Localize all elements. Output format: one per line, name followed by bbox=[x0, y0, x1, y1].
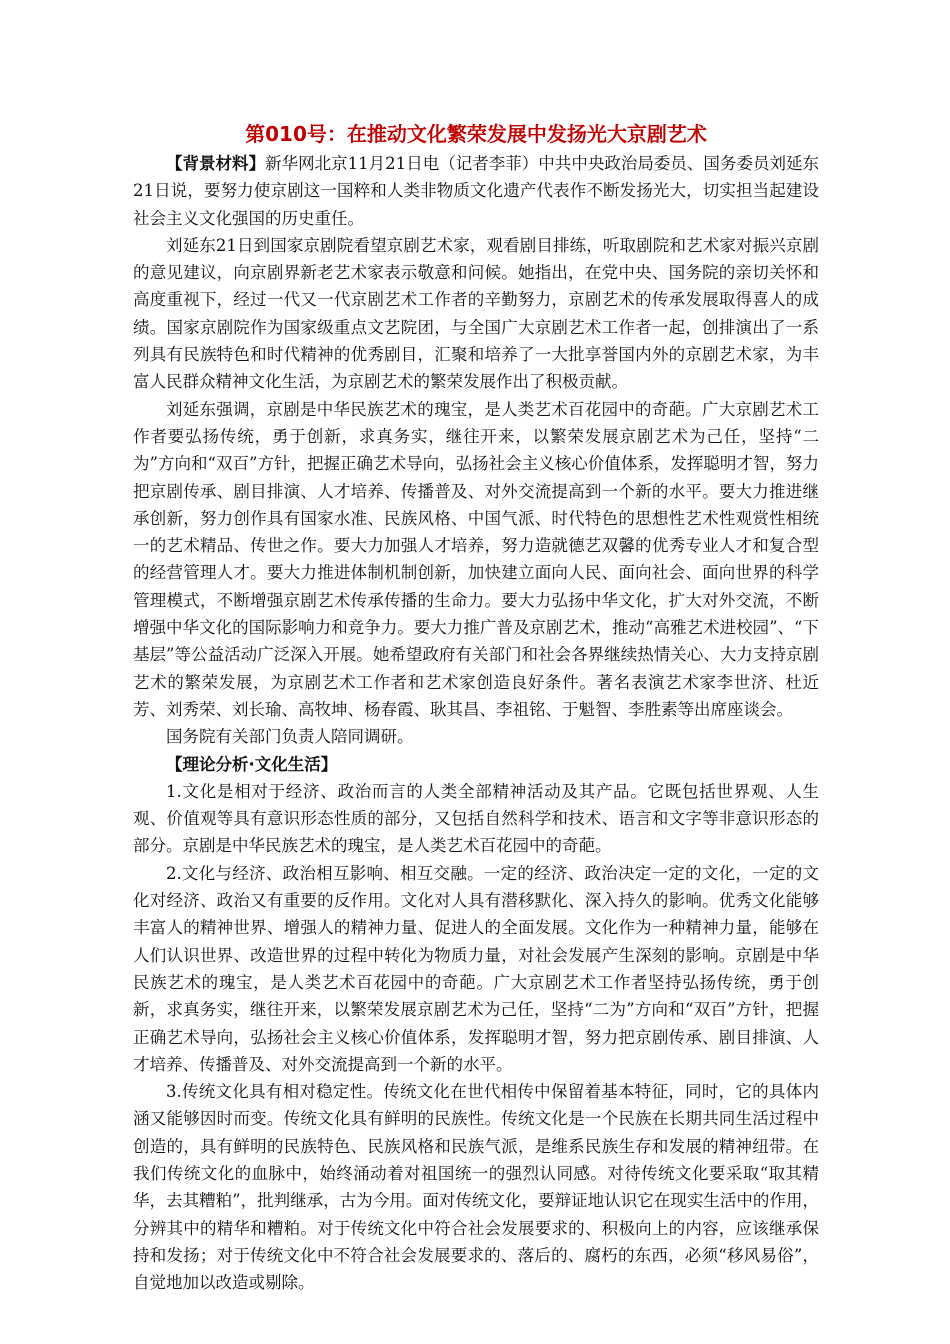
document-title: 第010号：在推动文化繁荣发展中发扬光大京剧艺术 bbox=[245, 122, 707, 146]
background-text: 新华网北京11月21日电（记者李菲）中共中央政治局委员、国务委员刘延东21日说，要努力使京剧这一国粹和人类非物质文化遗产代表作不断发扬光大，切实担当起建设社会主义文化强国的历史重任。 bbox=[133, 154, 820, 228]
background-label: 【背景材料】 bbox=[166, 154, 266, 173]
body-paragraph-1: 刘延东21日到国家京剧院看望京剧艺术家，观看剧目排练，听取剧院和艺术家对振兴京剧的意见建议，向京剧界新老艺术家表示敬意和问候。她指出，在党中央、国务院的亲切关怀和高度重视下，经过一代又一代京剧艺术工作者的辛勤努力，京剧艺术的传承发展取得喜人的成绩。国家京剧院作为国家级重点文艺院团，与全国广大京剧艺术工作者一起，创排演出了一系列具有民族特色和时代精神的优秀剧目，汇聚和培养了一大批享誉国内外的京剧艺术家，为丰富人民群众精神文化生活，为京剧艺术的繁荣发展作出了积极贡献。 bbox=[133, 235, 819, 392]
analysis-paragraph-3: 3.传统文化具有相对稳定性。传统文化在世代相传中保留着基本特征，同时，它的具体内涵又能够因时而变。传统文化具有鲜明的民族性。传统文化是一个民族在长期共同生活过程中创造的，具有鲜明的民族特色、民族风格和民族气派，是维系民族生存和发展的精神纽带。在我们传统文化的血脉中，始终涌动着对祖国统一的强烈认同感。对待传统文化要采取“取其精华，去其糟粕”，批判继承，古为今用。面对传统文化，要辩证地认识它在现实生活中的作用，分辨其中的精华和糟粕。对于传统文化中符合社会发展要求的、积极向上的内容，应该继承保持和发扬；对于传统文化中不符合社会发展要求的、落后的、腐朽的东西，必须“移风易俗”，自觉地加以改造或剔除。 bbox=[133, 1082, 819, 1293]
body-paragraph-3: 国务院有关部门负责人陪同调研。 bbox=[166, 727, 414, 747]
document-page bbox=[133, 118, 819, 1296]
analysis-paragraph-1: 1.文化是相对于经济、政治而言的人类全部精神活动及其产品。它既包括世界观、人生观、价值观等具有意识形态性质的部分，又包括自然科学和技术、语言和文字等非意识形态的部分。京剧是中华民族艺术的瑰宝，是人类艺术百花园中的奇葩。 bbox=[133, 781, 819, 856]
body-paragraph-2: 刘延东强调，京剧是中华民族艺术的瑰宝，是人类艺术百花园中的奇葩。广大京剧艺术工作者要弘扬传统，勇于创新，求真务实，继往开来，以繁荣发展京剧艺术为己任，坚持“二为”方向和“双百”方针，把握正确艺术导向，弘扬社会主义核心价值体系，发挥聪明才智，努力把京剧传承、剧目排演、人才培养、传播普及、对外交流提高到一个新的水平。要大力推进继承创新，努力创作具有国家水准、民族风格、中国气派、时代特色的思想性艺术性观赏性相统一的艺术精品、传世之作。要大力加强人才培养，努力造就德艺双馨的优秀专业人才和复合型的经营管理人才。要大力推进体制机制创新，加快建立面向人民、面向社会、面向世界的科学管理模式，不断增强京剧艺术传承传播的生命力。要大力弘扬中华文化，扩大对外交流，不断增强中华文化的国际影响力和竞争力。要大力推广普及京剧艺术，推动“高雅艺术进校园”、“下基层”等公益活动广泛深入开展。她希望政府有关部门和社会各界继续热情关心、大力支持京剧艺术的繁荣发展，为京剧艺术工作者和艺术家创造良好条件。著名表演艺术家李世济、杜近芳、刘秀荣、刘长瑜、高牧坤、杨春霞、耿其昌、李祖铭、于魁智、李胜素等出席座谈会。 bbox=[133, 399, 819, 719]
analysis-heading: 【理论分析·文化生活】 bbox=[166, 754, 338, 774]
analysis-paragraph-2: 2.文化与经济、政治相互影响、相互交融。一定的经济、政治决定一定的文化，一定的文化对经济、政治又有重要的反作用。文化对人具有潜移默化、深入持久的影响。优秀文化能够丰富人的精神世界、增强人的精神力量、促进人的全面发展。文化作为一种精神力量，能够在人们认识世界、改造世界的过程中转化为物质力量，对社会发展产生深刻的影响。京剧是中华民族艺术的瑰宝，是人类艺术百花园中的奇葩。广大京剧艺术工作者坚持弘扬传统，勇于创新，求真务实，继往开来，以繁荣发展京剧艺术为己任，坚持“二为”方向和“双百”方针，把握正确艺术导向，弘扬社会主义核心价值体系，发挥聪明才智，努力把京剧传承、剧目排演、人才培养、传播普及、对外交流提高到一个新的水平。 bbox=[133, 863, 819, 1074]
background-paragraph bbox=[133, 150, 819, 232]
